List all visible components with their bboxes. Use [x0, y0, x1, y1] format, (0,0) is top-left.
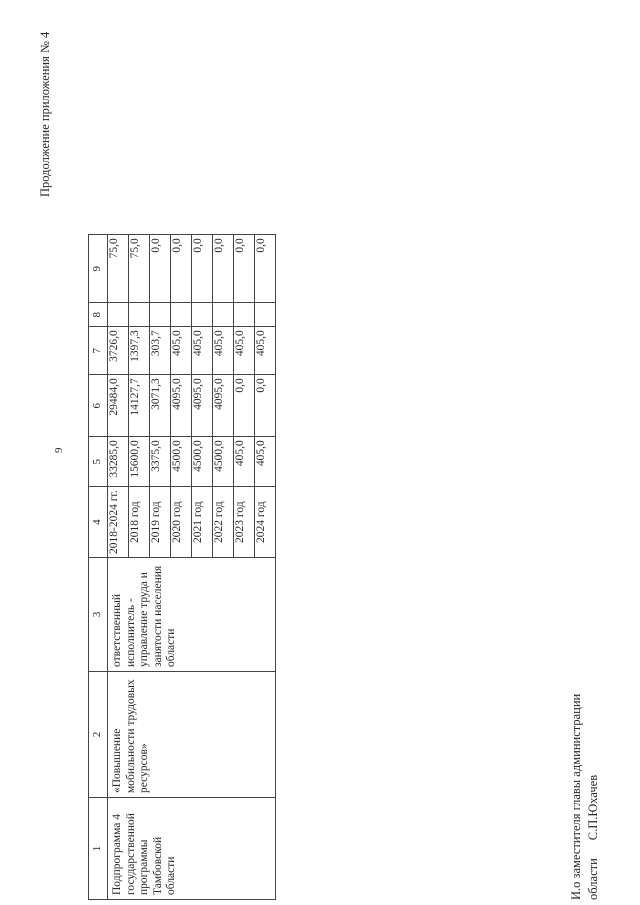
- value-cell: 0,0: [171, 235, 192, 303]
- header-cell: 3: [89, 558, 108, 672]
- header-row: [89, 235, 108, 900]
- value-cell: 3071,3: [150, 375, 171, 437]
- header-cell: 9: [89, 235, 108, 303]
- period-cell: 2024 год: [255, 487, 276, 558]
- value-cell: 405,0: [234, 437, 255, 487]
- value-cell: 75,0: [108, 235, 129, 303]
- value-cell: 405,0: [171, 327, 192, 375]
- header-cell: 4: [89, 487, 108, 558]
- value-cell: [192, 303, 213, 327]
- value-cell: 0,0: [192, 235, 213, 303]
- period-cell: 2018-2024 гг.: [108, 487, 129, 558]
- value-cell: 4095,0: [171, 375, 192, 437]
- value-cell: 0,0: [234, 235, 255, 303]
- value-cell: 4095,0: [192, 375, 213, 437]
- value-cell: 0,0: [255, 375, 276, 437]
- value-cell: 0,0: [234, 375, 255, 437]
- value-cell: 4500,0: [192, 437, 213, 487]
- page-number: 9: [53, 447, 65, 453]
- value-cell: 4095,0: [213, 375, 234, 437]
- value-cell: 303,7: [150, 327, 171, 375]
- signature-title: И.о заместителя главы администрации: [569, 693, 583, 900]
- continuation-label: Продолжение приложения № 4: [38, 31, 52, 197]
- header-cell: 8: [89, 303, 108, 327]
- value-cell: 405,0: [192, 327, 213, 375]
- value-cell: 15600,0: [129, 437, 150, 487]
- value-cell: 0,0: [213, 235, 234, 303]
- value-cell: [255, 303, 276, 327]
- program-cell: Подпрограмма 4 государственной программы Тамбовской области: [108, 798, 276, 900]
- value-cell: [234, 303, 255, 327]
- value-cell: 405,0: [255, 437, 276, 487]
- value-cell: 405,0: [213, 327, 234, 375]
- value-cell: 405,0: [234, 327, 255, 375]
- value-cell: [150, 303, 171, 327]
- subprogram-name-cell: «Повышение мобильности трудовых ресурсов»: [108, 672, 276, 798]
- executor-cell: ответственный исполнитель - управление труда и занятости населения области: [108, 558, 276, 672]
- period-cell: 2022 год: [213, 487, 234, 558]
- period-cell: 2023 год: [234, 487, 255, 558]
- value-cell: [108, 303, 129, 327]
- header-cell: 1: [89, 798, 108, 900]
- value-cell: 4500,0: [171, 437, 192, 487]
- value-cell: [171, 303, 192, 327]
- table-row: [108, 235, 129, 900]
- value-cell: [129, 303, 150, 327]
- header-cell: 2: [89, 672, 108, 798]
- signature-region: области: [586, 858, 600, 900]
- value-cell: [213, 303, 234, 327]
- budget-table: [88, 234, 276, 900]
- value-cell: 0,0: [150, 235, 171, 303]
- value-cell: 3726,0: [108, 327, 129, 375]
- header-cell: 6: [89, 375, 108, 437]
- signature-block: [568, 694, 602, 900]
- value-cell: 14127,7: [129, 375, 150, 437]
- period-cell: 2019 год: [150, 487, 171, 558]
- header-cell: 5: [89, 437, 108, 487]
- value-cell: 3375,0: [150, 437, 171, 487]
- value-cell: 405,0: [255, 327, 276, 375]
- header-cell: 7: [89, 327, 108, 375]
- value-cell: 4500,0: [213, 437, 234, 487]
- value-cell: 33285,0: [108, 437, 129, 487]
- value-cell: 75,0: [129, 235, 150, 303]
- period-cell: 2020 год: [171, 487, 192, 558]
- value-cell: 29484,0: [108, 375, 129, 437]
- signature-line: [585, 694, 602, 900]
- period-cell: 2018 год: [129, 487, 150, 558]
- period-cell: 2021 год: [192, 487, 213, 558]
- value-cell: 1397,3: [129, 327, 150, 375]
- value-cell: 0,0: [255, 235, 276, 303]
- signatory-name: С.П.Юхачев: [586, 774, 600, 841]
